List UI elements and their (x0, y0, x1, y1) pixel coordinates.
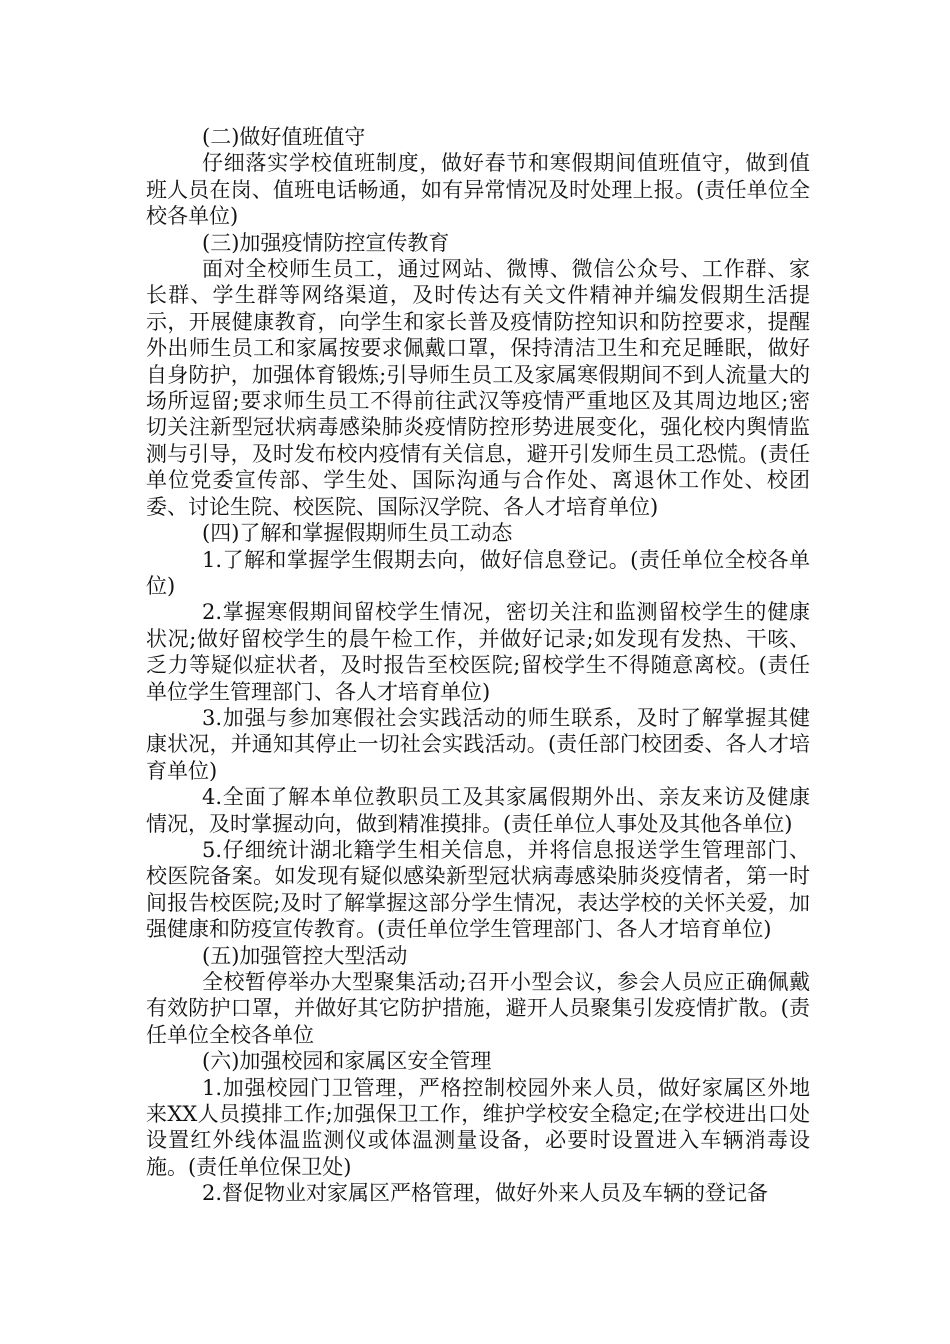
paragraph: 1.了解和掌握学生假期去向，做好信息登记。(责任单位全校各单位) (146, 547, 810, 598)
section-heading-6: (六)加强校园和家属区安全管理 (202, 1049, 492, 1074)
paragraph: 4.全面了解本单位教职员工及其家属假期外出、亲友来访及健康情况，及时掌握动向，做到精准摸排。(责任单位人事处及其他各单位) (146, 785, 810, 836)
paragraph: 3.加强与参加寒假社会实践活动的师生联系，及时了解掌握其健康状况，并通知其停止一切社会实践活动。(责任部门校团委、各人才培育单位) (146, 705, 810, 783)
paragraph: 2.督促物业对家属区严格管理，做好外来人员及车辆的登记备 (202, 1181, 769, 1206)
paragraph: 5.仔细统计湖北籍学生相关信息，并将信息报送学生管理部门、校医院备案。如发现有疑似感染新型冠状病毒感染肺炎疫情者，第一时间报告校医院;及时了解掌握这部分学生情况，表达学校的关怀关爱，加强健康和防疫宣传教育。(责任单位学生管理部门、各人才培育单位) (146, 837, 810, 942)
document-body (146, 124, 810, 1207)
section-heading-4: (四)了解和掌握假期师生员工动态 (202, 521, 513, 546)
section-heading-2: (二)做好值班值守 (202, 125, 366, 149)
paragraph: 全校暂停举办大型聚集活动;召开小型会议，参会人员应正确佩戴有效防护口罩，并做好其它防护措施，避开人员聚集引发疫情扩散。(责任单位全校各单位 (146, 970, 810, 1047)
paragraph: 面对全校师生员工，通过网站、微博、微信公众号、工作群、家长群、学生群等网络渠道，及时传达有关文件精神并编发假期生活提示，开展健康教育，向学生和家长普及疫情防控知识和防控要求，提醒外出师生员工和家属按要求佩戴口罩，保持清洁卫生和充足睡眠，做好自身防护，加强体育锻炼;引导师生员工及家属寒假期间不到人流量大的场所逗留;要求师生员工不得前往武汉等疫情严重地区及其周边地区;密切关注新型冠状病毒感染肺炎疫情防控形势进展变化，强化校内舆情监测与引导，及时发布校内疫情有关信息，避开引发师生员工恐慌。(责任单位党委宣传部、学生处、国际沟通与合作处、离退休工作处、校团委、讨论生院、校医院、国际汉学院、各人才培育单位) (146, 257, 810, 519)
paragraph: 2.掌握寒假期间留校学生情况，密切关注和监测留校学生的健康状况;做好留校学生的晨午检工作，并做好记录;如发现有发热、干咳、乏力等疑似症状者，及时报告至校医院;留校学生不得随意离校。(责任单位学生管理部门、各人才培育单位) (146, 600, 810, 704)
section-heading-5: (五)加强管控大型活动 (202, 943, 408, 968)
paragraph: 仔细落实学校值班制度，做好春节和寒假期间值班值守，做到值班人员在岗、值班电话畅通，如有异常情况及时处理上报。(责任单位全校各单位) (146, 151, 810, 229)
section-heading-3: (三)加强疫情防控宣传教育 (202, 230, 450, 255)
paragraph: 1.加强校园门卫管理，严格控制校园外来人员，做好家属区外地来XX人员摸排工作;加强保卫工作，维护学校安全稳定;在学校进出口处设置红外线体温监测仪或体温测量设备，必要时设置进入车辆消毒设施。(责任单位保卫处) (146, 1075, 810, 1179)
